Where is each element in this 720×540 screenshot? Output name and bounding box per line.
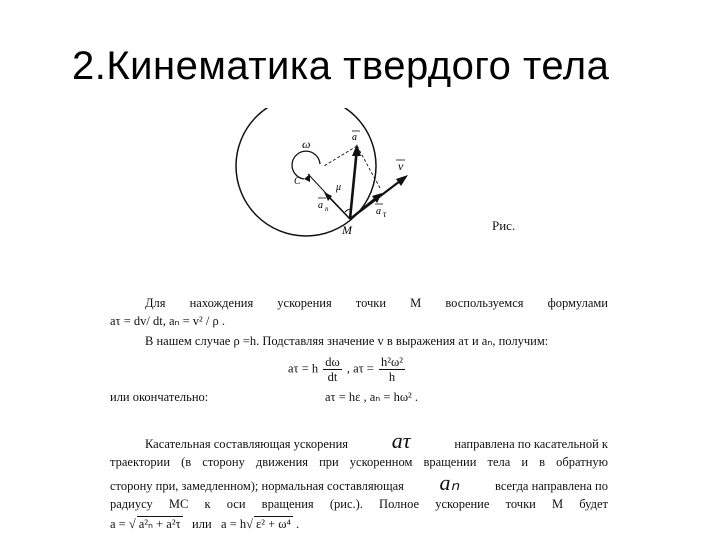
- center-label: C: [294, 176, 301, 187]
- point-label: M: [342, 223, 352, 237]
- paragraph-4-line-2: траектории (в сторону движения при ускоренном вращении тела и в обратную: [110, 455, 608, 469]
- omega-label: ω: [302, 137, 311, 151]
- omega-arrow: [292, 151, 320, 179]
- slide-title: 2.Кинематика твердого тела: [72, 44, 610, 88]
- paragraph-4-line-4: радиусу МС к оси вращения (рис.). Полное ускорение точки М будет: [110, 497, 608, 511]
- paragraph-4-line-1: Касательная составляющая ускорения aτ направлена по касательной к: [145, 428, 608, 453]
- formula-a-tau: aτ = h: [288, 361, 319, 376]
- paragraph-1-line-2: aτ = dv/ dt, aₙ = v² / ρ .: [110, 314, 225, 328]
- formula-row-1: [288, 355, 407, 384]
- a-tau-symbol: aτ: [391, 428, 411, 453]
- paragraph-1-line-1: Для нахождения ускорения точки М воспользуемся формулами: [145, 296, 608, 310]
- full-acceleration-formula: a = √ a²ₙ + a²τ или a = h√ ε² + ω⁴ .: [110, 517, 300, 531]
- figure-caption: Рис.: [492, 218, 516, 233]
- tangent-sub-label: τ: [383, 209, 387, 219]
- fraction-h2omega2-h: $\frac{\text{h²ω²}}{h}$: [380, 355, 403, 384]
- paragraph-2-line-1: В нашем случае ρ =h. Подставляя значение v в выражения aτ и aₙ, получим:: [145, 334, 549, 348]
- formula-separator: , aτ =: [346, 361, 374, 376]
- mu-label: μ: [336, 182, 342, 193]
- paragraph-3-label: или окончательно:: [110, 390, 209, 404]
- a-n-symbol: aₙ: [439, 470, 460, 495]
- fraction-domega-dt: $\frac{d\omega}{dt}$: [325, 355, 340, 384]
- velocity-label: v: [398, 159, 404, 173]
- normal-label: a: [318, 200, 323, 211]
- rotation-diagram: [228, 108, 428, 238]
- normal-sub-label: n: [325, 205, 329, 213]
- tangent-accel-vector: [350, 196, 378, 219]
- accel-label: a: [352, 132, 357, 143]
- total-accel-vector: [350, 148, 357, 219]
- paragraph-3-formula: aτ = hε , aₙ = hω² .: [325, 390, 419, 404]
- tangent-label: a: [376, 206, 381, 217]
- paragraph-4-line-3: сторону при, замедленном); нормальная составляющая aₙ всегда направлена по: [110, 470, 608, 495]
